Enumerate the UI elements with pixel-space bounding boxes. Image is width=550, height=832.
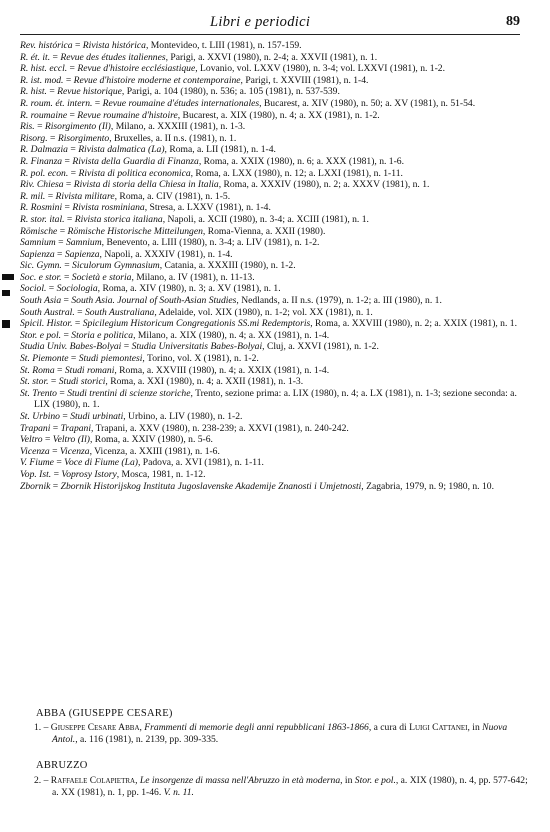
abbreviation: Stor. e pol.: [20, 329, 62, 341]
abbreviation: St. Urbino: [20, 411, 60, 422]
abbreviation: Samnium: [20, 237, 56, 249]
abbreviation-entry: [20, 365, 528, 377]
abbreviation-entry: [20, 202, 528, 214]
abbreviation: Sapienza: [20, 248, 55, 260]
abbreviation-entry: [20, 446, 528, 458]
equals-sign: =: [64, 213, 75, 225]
equals-sign: =: [63, 74, 74, 86]
abbreviation: R. pol. econ.: [20, 167, 69, 179]
equals-sign: =: [61, 271, 72, 283]
abbreviation: Zbornik: [20, 480, 51, 492]
periodical-title: Rivista della Guardia di Finanza: [72, 155, 199, 167]
equals-sign: =: [56, 387, 68, 399]
issue-details: , Benevento, a. LIII (1980), n. 3-4; a. LIV (1981), n. 1-2.: [101, 237, 320, 249]
abbreviation-entry: [20, 295, 528, 307]
abbreviation: R. ist. mod.: [20, 74, 64, 86]
abbreviation: Soc. e stor.: [20, 271, 62, 283]
equals-sign: =: [55, 237, 66, 249]
abbreviation-entry: [20, 457, 528, 469]
abbreviation-entry: [20, 341, 528, 353]
work-title: Le insorgenze di massa nell'Abruzzo in età moderna: [139, 775, 341, 786]
bibliography-entry-1: 1. – Giuseppe Cesare Abba, Frammenti di memorie degli anni repubblicani 1863-1866, a cura di Luigi Cattanei, in Nuova Antol., a. 116 (1981), n. 2139, pp. 309-335.: [34, 722, 508, 745]
abbreviation: R. hist.: [20, 86, 47, 98]
issue-details: , Roma, a. XIV (1980), n. 3; a. XV (1981), n. 1.: [97, 283, 281, 295]
periodical-title: Rivista dalmatica (La): [78, 144, 165, 156]
equals-sign: =: [92, 97, 103, 109]
periodical-title: Studi storici: [58, 376, 106, 388]
journal: Stor. e pol.: [354, 775, 396, 786]
issue-details: , Padova, a. XVI (1981), n. 1-11.: [137, 457, 264, 469]
periodical-title: Revue roumaine d'études internationales: [102, 97, 260, 109]
editor-prefix: , a cura di: [368, 722, 410, 733]
margin-mark: [2, 320, 10, 328]
periodical-title: Rivista di politica economica: [78, 167, 191, 179]
bibliography-entry-2: 2. – Raffaele Colapietra, Le insorgenze di massa nell'Abruzzo in età moderna, in Stor. e pol., a. XIX (1980), n. 4, pp. 577-642; a. XX (1981), n. 1, pp. 1-46. V. n. 11.: [34, 775, 528, 798]
issue-details: , Parigi, t. XXVIII (1981), n. 1-4.: [240, 74, 369, 86]
equals-sign: =: [61, 295, 72, 307]
periodical-title: Veltro (Il): [52, 434, 90, 446]
work-title: Frammenti di memorie degli anni repubblicani 1863-1866: [144, 722, 369, 733]
periodical-title: Rivista rosminiana: [72, 202, 145, 214]
periodical-title: Studi trentini di scienze storiche: [67, 387, 191, 399]
abbreviation: R. stor. ital.: [20, 213, 65, 225]
periodical-title: Römische Historische Mitteilungen: [67, 225, 203, 237]
equals-sign: =: [49, 445, 60, 457]
periodical-title: Trapani: [60, 422, 92, 434]
issue-details: , Roma, a. LXX (1980), n. 12; a. LXXI (1981), n. 1-11.: [190, 167, 403, 179]
abbreviation: St. Piemonte: [20, 353, 69, 365]
periodical-title: South Asia. Journal of South-Asian Studies: [71, 295, 237, 307]
abbreviation: Römische: [20, 225, 58, 237]
periodical-title: Revue historique: [57, 86, 122, 98]
abbreviation: R. hist. eccl.: [20, 63, 68, 75]
equals-sign: =: [46, 283, 57, 295]
abbreviation-entry: [20, 260, 528, 272]
abbreviation: South Austral.: [20, 306, 75, 318]
cross-reference: V. n. 11.: [163, 786, 194, 798]
abbreviation-entry: [20, 469, 528, 481]
issue-details: , Cluj, a. XXVI (1981), n. 1-2.: [262, 341, 379, 353]
periodical-title: Storia e politica: [71, 329, 134, 341]
abbreviation: Vop. Ist.: [20, 468, 52, 480]
abbreviation-entry: [20, 40, 528, 52]
abbreviation-entry: [20, 63, 528, 75]
issue-details: , Roma, a. LII (1981), n. 1-4.: [164, 144, 276, 156]
periodical-title: Rivista militare: [55, 190, 115, 202]
abbreviation-entry: [20, 411, 528, 423]
periodical-title: Risorgimento (Il): [44, 121, 111, 133]
issue-details: , Montevideo, t. LIII (1981), n. 157-159.: [145, 40, 302, 51]
issue-details: , Parigi, a. XXVI (1980), n. 2-4; a. XXVII (1981), n. 1.: [165, 51, 378, 63]
abbreviation-entry: [20, 237, 528, 249]
equals-sign: =: [51, 468, 62, 480]
issue-details: , Milano, a. XIX (1980), n. 4; a. XX (1981), n. 1-4.: [133, 329, 330, 341]
abbreviation: Studia Univ. Babes-Bolyai: [20, 341, 122, 353]
issue-details: , Trento, sezione prima: a. LIX (1980), n. 4; a. LX (1981), n. 1-3; sezione seconda: a. LIX (1980), n. 1.: [34, 387, 517, 411]
abbreviation: Sociol.: [20, 283, 47, 295]
issue-details: , Roma, a. XXXIV (1980), n. 2; a. XXXV (1981), n. 1.: [218, 179, 430, 191]
issue-details: , Roma, a. XXIV (1980), n. 5-6.: [90, 434, 213, 446]
periodical-title: Risorgimento: [57, 132, 110, 144]
abbreviation-entry: [20, 86, 528, 98]
periodical-title: Vicenza: [59, 445, 90, 457]
issue-details: , Roma, a. CIV (1981), n. 1-5.: [114, 190, 231, 202]
periodical-title: Samnium: [65, 237, 102, 249]
issue-details: , Trapani, a. XXV (1980), n. 238-239; a. XXVI (1981), n. 240-242.: [91, 422, 349, 434]
abbreviation-entry: [20, 121, 528, 133]
issue-details: , Nedlands, a. II n.s. (1979), n. 1-2; a. III (1980), n. 1.: [236, 295, 442, 307]
equals-sign: =: [54, 364, 65, 376]
equals-sign: =: [68, 353, 79, 365]
abbreviation: Veltro: [20, 434, 43, 446]
issue-details: , Milano, a. XXXIII (1981), n. 1-3.: [110, 121, 246, 133]
abbreviation: R. Finanza: [20, 155, 63, 167]
issue-details: , Adelaide, vol. XIX (1980), n. 1-2; vol. XX (1981), n. 1.: [154, 306, 373, 318]
editor: Luigi Cattanei: [409, 722, 468, 733]
margin-mark: [2, 290, 10, 296]
equals-sign: =: [62, 202, 73, 214]
equals-sign: =: [61, 329, 72, 341]
equals-sign: =: [48, 376, 59, 388]
issue-details: , Stresa, a. LXXV (1981), n. 1-4.: [144, 202, 271, 214]
citation-details: , a. 116 (1981), n. 2139, pp. 309-335.: [75, 733, 219, 745]
equals-sign: =: [42, 434, 53, 446]
abbreviation-entry: [20, 388, 528, 411]
issue-details: , Torino, vol. X (1981), n. 1-2.: [142, 353, 259, 365]
issue-details: , Roma-Vienna, a. XXII (1980).: [202, 225, 326, 237]
equals-sign: =: [62, 155, 73, 167]
abbreviation-entry: [20, 191, 528, 203]
periodical-title: South Australiana: [84, 306, 155, 318]
abbreviation: Sic. Gymn.: [20, 260, 62, 272]
issue-details: , Catania, a. XXXIII (1980), n. 1-2.: [159, 260, 296, 272]
abbreviation-entry: [20, 272, 528, 284]
issue-details: , Napoli, a. XXXIV (1981), n. 1-4.: [99, 248, 233, 260]
issue-details: , Parigi, a. 104 (1980), n. 536; a. 105 (1981), n. 537-539.: [121, 86, 340, 98]
periodical-title: Revue roumaine d'histoire: [77, 109, 178, 121]
periodical-title: Revue d'histoire moderne et contemporaine: [73, 74, 241, 86]
abbreviation: Ris.: [20, 121, 35, 133]
abbreviation: R. Rosmini: [20, 202, 63, 214]
periodical-title: Sociologia: [56, 283, 98, 295]
abbreviation-entry: [20, 98, 528, 110]
abbreviation-entry: [20, 168, 528, 180]
issue-details: , Milano, a. IV (1981), n. 11-13.: [131, 271, 255, 283]
equals-sign: =: [50, 422, 61, 434]
equals-sign: =: [72, 40, 83, 51]
author: Giuseppe Cesare Abba: [50, 722, 140, 733]
periodical-title: Rivista di storia della Chiesa in Italia: [73, 179, 219, 191]
equals-sign: =: [121, 341, 132, 353]
item-number: 1. –: [34, 722, 49, 733]
abbreviation: R. roumaine: [20, 109, 68, 121]
abbreviation-entry: [20, 481, 528, 493]
in-prefix: , in: [467, 722, 483, 733]
issue-details: , Bucarest, a. XIV (1980), n. 50; a. XV (1981), n. 51-54.: [259, 97, 476, 109]
abbreviation-entry: [20, 283, 528, 295]
running-title: Libri e periodici: [210, 14, 311, 30]
periodical-title: Siculorum Gymnasium: [72, 260, 160, 272]
margin-mark: [2, 274, 14, 280]
abbreviation: R. roum. ét. intern.: [20, 97, 93, 109]
abbreviation: St. Roma: [20, 364, 55, 376]
equals-sign: =: [67, 144, 79, 156]
periodical-title: Voprosy Istory: [61, 468, 117, 480]
abbreviation-entry: [20, 249, 528, 261]
issue-details: , Roma, a. XXVIII (1980), n. 4; a. XXIX (1981), n. 1-4.: [114, 364, 330, 376]
equals-sign: =: [50, 51, 61, 63]
periodical-title: Studi romani: [64, 364, 115, 376]
periodical-title: Rivista storica italiana: [74, 213, 163, 225]
periodical-title: Studi piemontesi: [78, 353, 143, 365]
issue-details: , Roma, a. XXVIII (1980), n. 2; a. XXIX (1981), n. 1.: [310, 318, 517, 330]
abbreviation: R. mil.: [20, 190, 46, 202]
equals-sign: =: [53, 457, 65, 469]
abbreviation: South Asia: [20, 295, 62, 307]
abbreviation-entry: [20, 353, 528, 365]
in-prefix: , in: [340, 775, 355, 786]
issue-details: , Bruxelles, a. II n.s. (1981), n. 1.: [109, 132, 237, 144]
issue-details: , Urbino, a. LIV (1980), n. 1-2.: [123, 411, 243, 422]
equals-sign: =: [68, 167, 79, 179]
issue-details: , Lovanio, vol. LXXV (1980), n. 3-4; vol. LXXVI (1981), n. 1-2.: [195, 63, 445, 75]
equals-sign: =: [34, 121, 45, 133]
abbreviation: Trapani: [20, 422, 51, 434]
equals-sign: =: [59, 411, 71, 422]
abbreviation-entry: [20, 110, 528, 122]
equals-sign: =: [63, 179, 74, 191]
periodical-title: Revue d'histoire ecclésiastique: [77, 63, 196, 75]
abbreviation: Riv. Chiesa: [20, 179, 64, 191]
abbreviation-entry: [20, 226, 528, 238]
abbreviation: R. ét. it.: [20, 51, 51, 63]
equals-sign: =: [67, 63, 78, 75]
equals-sign: =: [54, 248, 65, 260]
abbreviation-entry: [20, 179, 528, 191]
abbreviation: Rev. histórica: [20, 40, 73, 51]
periodical-title: Società e storia: [71, 271, 132, 283]
abbreviation-entry: [20, 133, 528, 145]
abbreviation: V. Fiume: [20, 457, 54, 469]
equals-sign: =: [67, 109, 78, 121]
abbreviation-entry: [20, 330, 528, 342]
abbreviation: Vicenza: [20, 445, 50, 457]
abbreviation-entry: [20, 75, 528, 87]
equals-sign: =: [57, 225, 68, 237]
equals-sign: =: [47, 132, 58, 144]
abbreviation-list: [20, 40, 528, 492]
issue-details: , Roma, a. XXI (1980), n. 4; a. XXII (1981), n. 1-3.: [105, 376, 304, 388]
citation-details: , a. XIX (1980), n. 4, pp. 577-642; a. XX (1981), n. 1, pp. 1-46.: [52, 775, 528, 798]
equals-sign: =: [61, 260, 73, 272]
abbreviation-entry: [20, 376, 528, 388]
abbreviation-entry: [20, 214, 528, 226]
periodical-title: Voce di Fiume (La): [64, 457, 138, 469]
author: Raffaele Colapietra: [50, 775, 136, 786]
abbreviation-entry: [20, 144, 528, 156]
abbreviation-entry: [20, 434, 528, 446]
running-header: [20, 14, 520, 35]
abbreviation-entry: [20, 52, 528, 64]
abbreviation: R. Dalmazia: [20, 144, 68, 156]
equals-sign: =: [50, 480, 61, 492]
item-number: 2. –: [34, 775, 49, 786]
periodical-title: Studi urbinati: [70, 411, 124, 422]
section-heading-abba: ABBA (GIUSEPPE CESARE): [36, 708, 173, 719]
periodical-title: Studia Universitatis Babes-Bolyai: [131, 341, 263, 353]
abbreviation: St. stor.: [20, 376, 49, 388]
equals-sign: =: [45, 190, 56, 202]
abbreviation-entry: [20, 307, 528, 319]
periodical-title: Rivista histórica: [82, 40, 146, 51]
abbreviation: Risorg.: [20, 132, 48, 144]
issue-details: , Zagabria, 1979, n. 9; 1980, n. 10.: [361, 480, 494, 492]
page-number: 89: [506, 14, 520, 29]
periodical-title: Sapienza: [64, 248, 100, 260]
equals-sign: =: [72, 318, 83, 330]
abbreviation: St. Trento: [20, 387, 57, 399]
issue-details: , Roma, a. XXIX (1980), n. 6; a. XXX (1981), n. 1-6.: [198, 155, 404, 167]
abbreviation: Spicil. Histor.: [20, 318, 73, 330]
periodical-title: Revue des études italiennes: [60, 51, 166, 63]
issue-details: , Bucarest, a. XIX (1980), n. 4; a. XX (1981), n. 1-2.: [177, 109, 380, 121]
abbreviation-entry: [20, 318, 528, 330]
issue-details: , Vicenza, a. XXIII (1981), n. 1-6.: [89, 445, 220, 457]
periodical-title: Zbornik Historijskog Instituta Jugoslavenske Akademije Znanosti i Umjetnosti: [60, 480, 362, 492]
issue-details: , Napoli, a. XCII (1980), n. 3-4; a. XCIII (1981), n. 1.: [162, 213, 369, 225]
journal: Nuova Antol.: [52, 722, 508, 745]
equals-sign: =: [74, 306, 85, 318]
abbreviation-entry: [20, 423, 528, 435]
abbreviation-entry: [20, 156, 528, 168]
section-heading-abruzzo: ABRUZZO: [36, 760, 88, 771]
issue-details: , Mosca, 1981, n. 1-12.: [116, 468, 206, 480]
equals-sign: =: [46, 86, 58, 98]
periodical-title: Spicilegium Historicum Congregationis SS.mi Redemptoris: [82, 318, 311, 330]
